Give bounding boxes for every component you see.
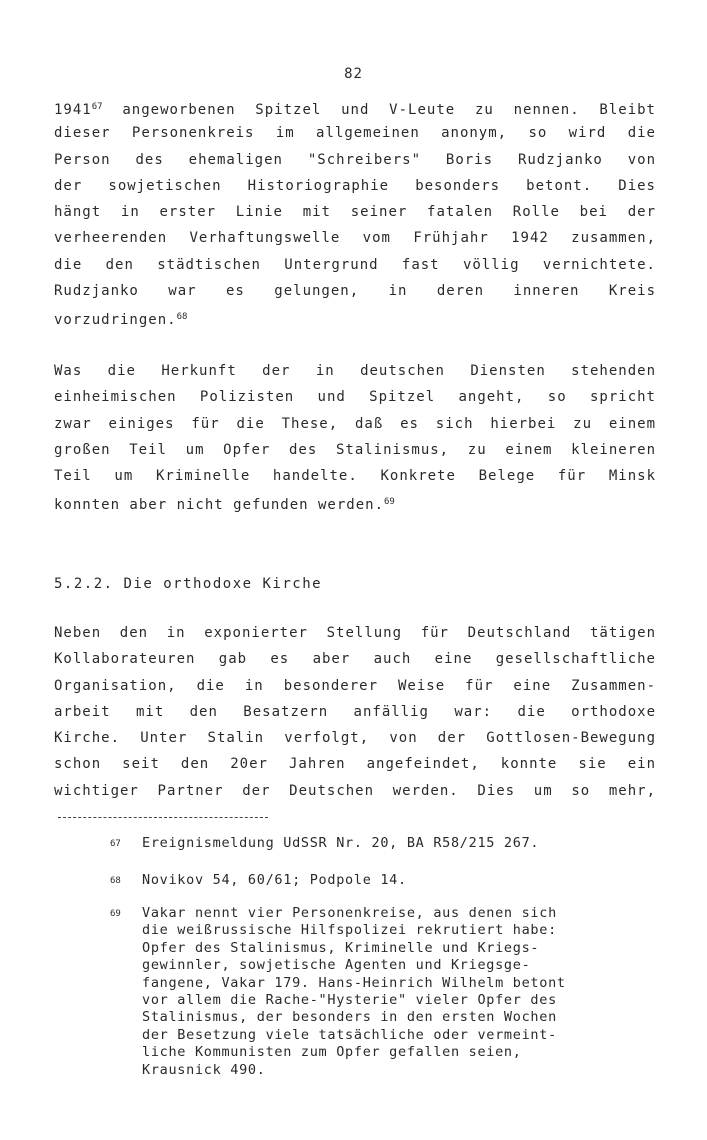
text-line: Kirche. Unter Stalin verfolgt, von der Gottlosen-Bewegung [54,730,656,747]
text-line: Kollaborateuren gab es aber auch eine gesellschaftliche [54,651,656,668]
section-heading: 5.2.2. Die orthodoxe Kirche [54,576,323,592]
footnote-ref-69: 69 [384,497,395,508]
page-number: 82 [344,66,363,82]
footnote-marker: 69 [110,909,121,919]
text-line: zwar einiges für die These, daß es sich hierbei zu einem [54,415,656,432]
text-line: konnten aber nicht gefunden werden.$^{69}$ [54,497,395,514]
footnote-line: Stalinismus, der besonders in den ersten Wochen [142,1009,557,1026]
text-line: die den städtischen Untergrund fast völlig vernichtete. [54,256,656,273]
footnote-marker: 68 [110,876,121,886]
footnote-line: der Besetzung viele tatsächliche oder vermeint- [142,1026,557,1043]
footnote-body [142,872,655,889]
footnote-ref-67: 67 [91,102,103,112]
text-line: Teil um Kriminelle handelte. Konkrete Belege für Minsk [54,468,656,485]
text-line: hängt in erster Linie mit seiner fatalen Rolle bei der [54,204,656,221]
footnote-marker: 67 [110,839,121,849]
footnote-body [142,835,655,852]
footnote-line: vor allem die Rache-"Hysterie" vieler Opfer des [142,991,557,1008]
text-line: der sowjetischen Historiographie besonders betont. Dies [54,177,656,194]
footnote-line: Vakar nennt vier Personenkreise, aus denen sich [142,905,557,921]
paragraph-2 [54,358,656,516]
text-line: schon seit den 20er Jahren angefeindet, konnte sie ein [54,756,656,773]
footnote-line: die weißrussische Hilfspolizei rekrutiert habe: [142,922,557,939]
text-line: Neben den in exponierter Stellung für Deutschland tätigen [54,625,656,641]
footnote-line: Opfer des Stalinismus, Kriminelle und Kriegs- [142,939,540,956]
paragraph-3 [54,620,656,804]
footnote-body [142,905,655,1079]
footnote-line: Ereignismeldung UdSSR Nr. 20, BA R58/215 267. [142,835,540,851]
text-line: Rudzjanko war es gelungen, in deren inneren Kreis [54,283,656,300]
text-line: Was die Herkunft der in deutschen Diensten stehenden [54,363,656,379]
footnote-line: fangene, Vakar 179. Hans-Heinrich Wilhelm betont [142,974,566,991]
text-line: verheerenden Verhaftungswelle vom Frühjahr 1942 zusammen, [54,230,656,247]
footnote-ref-68: 68 [176,312,188,323]
text-line: 1941$^{67}$ angeworbenen Spitzel und V-Leute zu nennen. Bleibt [54,102,656,118]
footnote-separator [58,817,268,818]
text-line: arbeit mit den Besatzern anfällig war: die orthodoxe [54,703,656,720]
footnote-line: gewinnler, sowjetische Agenten und Kriegsge- [142,957,531,974]
paragraph-1 [54,94,656,331]
text-line: vorzudringen.$^{68}$ [54,312,188,329]
footnote-line: Krausnick 490. [142,1061,266,1078]
footnote-line: liche Kommunisten zum Opfer gefallen seien, [142,1044,522,1061]
footnote-line: Novikov 54, 60/61; Podpole 14. [142,872,407,888]
text-line: großen Teil um Opfer des Stalinismus, zu einem kleineren [54,441,656,458]
text-line: wichtiger Partner der Deutschen werden. Dies um so mehr, [54,782,656,799]
text-line: dieser Personenkreis im allgemeinen anonym, so wird die [54,125,656,142]
text-line: Person des ehemaligen "Schreibers" Boris Rudzjanko von [54,151,656,168]
text-line: einheimischen Polizisten und Spitzel angeht, so spricht [54,389,656,406]
text-line: Organisation, die in besonderer Weise für eine Zusammen- [54,677,656,694]
